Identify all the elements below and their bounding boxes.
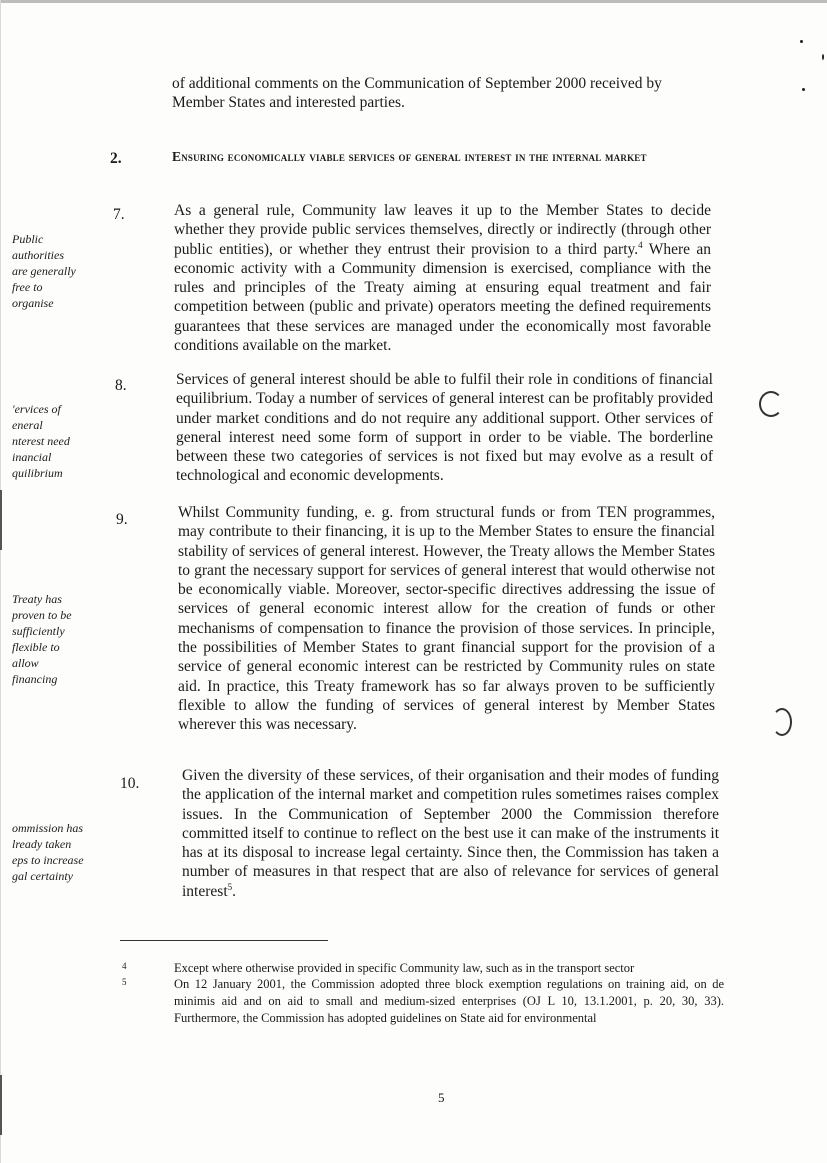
margin-note-line: eneral [12, 418, 43, 432]
scan-speck [802, 88, 805, 91]
margin-note-line: inancial [12, 450, 52, 464]
intro-paragraph: of additional comments on the Communication of September 2000 received by Member States and interested parties. [172, 75, 662, 111]
footnote-text: On 12 January 2001, the Commission adopted three block exemption regulations on training aid, on de minimis aid and on aid to small and medium-sized enterprises (OJ L 10, 13.1.2001, p. 20, 30, 33). Furthermore, the Commission has adopted guidelines on State aid for environmental [174, 977, 724, 1025]
footnote-ref: 4 [638, 239, 643, 250]
margin-note-line: financing [12, 672, 58, 686]
scan-edge-left [0, 0, 1, 1163]
margin-note-line: flexible to [12, 640, 60, 654]
margin-note-line: allow [12, 656, 39, 670]
margin-note-line: 'ervices of [12, 402, 61, 416]
margin-note-line: eps to increase [12, 853, 84, 867]
margin-note-line: are generally [12, 264, 76, 278]
punch-hole-mark [759, 391, 783, 417]
margin-note-line: nterest need [12, 434, 70, 448]
paragraph-10 [182, 766, 719, 901]
margin-note-line: quilibrium [12, 466, 63, 480]
margin-note-line: Public [12, 232, 44, 246]
margin-note-line: organise [12, 296, 54, 310]
footnote-text: Except where otherwise provided in specific Community law, such as in the transport sector [174, 961, 635, 975]
margin-note-line: authorities [12, 248, 65, 262]
paragraph-9: Whilst Community funding, e. g. from structural funds or from TEN programmes, may contribute to their financing, it is up to the Member States to ensure the financial stability of services of general interest. However, the Treaty allows the Member States to grant the necessary support for services of general interest that would otherwise not be economically viable. Moreover, sector-specific directives addressing the issue of services of general economic interest allow for the creation of funds or other mechanisms of compensation to finance the provision of those services. In principle, the possibilities of Member States to grant financial support for the provision of a service of general economic interest can be restricted by Community rules on state aid. In practice, this Treaty framework has so far always proven to be sufficiently flexible to allow the funding of services of general interest by Member States wherever this was necessary. [178, 504, 715, 734]
page-number: 5 [438, 1090, 445, 1105]
paragraph-text: Given the diversity of these services, of their organisation and their modes of funding the application of the internal market and competition rules sometimes raises complex issues. In the Communication of September 2000 the Commission therefore committed itself to continue to reflect on the best use it can make of the instruments it has at its disposal to increase legal certainty. Since then, the Commission has taken a number of measures in that respect that are also of relevance for services of general interest [182, 767, 719, 900]
paragraph-number: 8. [115, 377, 127, 394]
scan-speck [800, 40, 803, 43]
scan-speck [822, 54, 824, 60]
punch-hole-mark [772, 708, 792, 736]
margin-note-10 [12, 820, 84, 884]
paragraph-7 [174, 201, 711, 355]
margin-note-line: Treaty has [12, 592, 62, 606]
paragraph-number: 10. [120, 775, 140, 792]
margin-note-line: free to [12, 280, 43, 294]
margin-note-line: sufficiently [12, 624, 65, 638]
footnote-number: 5 [122, 977, 127, 987]
margin-note-line: lready taken [12, 837, 72, 851]
footnote-number: 4 [122, 961, 127, 971]
footnote-ref: 5 [227, 881, 233, 892]
margin-note-line: ommission has [12, 821, 84, 835]
scan-edge-top [0, 0, 827, 3]
margin-note-line: proven to be [12, 608, 72, 622]
paragraph-number: 7. [113, 206, 125, 223]
paragraph-8: Services of general interest should be able to fulfil their role in conditions of financial equilibrium. Today a number of services of general interest can be profitably provided under market conditions and do not require any additional support. Other services of general interest need some form of support in order to be viable. The borderline between these two categories of services is not fixed but may evolve as a result of technological and economic developments. [176, 371, 713, 485]
paragraph-number: 9. [116, 511, 128, 528]
margin-note-9 [12, 591, 72, 687]
paragraph-text: As a general rule, Community law leaves it up to the Member States to decide whether they provide public services themselves, directly or indirectly (through other public entities), or whether they entrust their provision to a third party. [174, 202, 711, 258]
scan-mark [0, 1075, 2, 1135]
margin-note-line: gal certainty [12, 869, 73, 883]
paragraph-text-cont: Where an economic activity with a Community dimension is exercised, compliance with the rules and principles of the Treaty aiming at ensuring equal treatment and fair competition between (public and private) operators meeting the defined requirements guarantees that these services are managed under the economically most favorable conditions available on the market. [174, 240, 711, 355]
margin-note-7 [12, 231, 76, 311]
margin-note-8 [12, 401, 70, 481]
scan-mark [0, 490, 2, 550]
paragraph-text-cont: . [232, 882, 236, 900]
footnote-separator [120, 940, 328, 941]
section-title: Ensuring economically viable services of general interest in the internal market [172, 149, 647, 164]
section-number: 2. [110, 150, 122, 167]
